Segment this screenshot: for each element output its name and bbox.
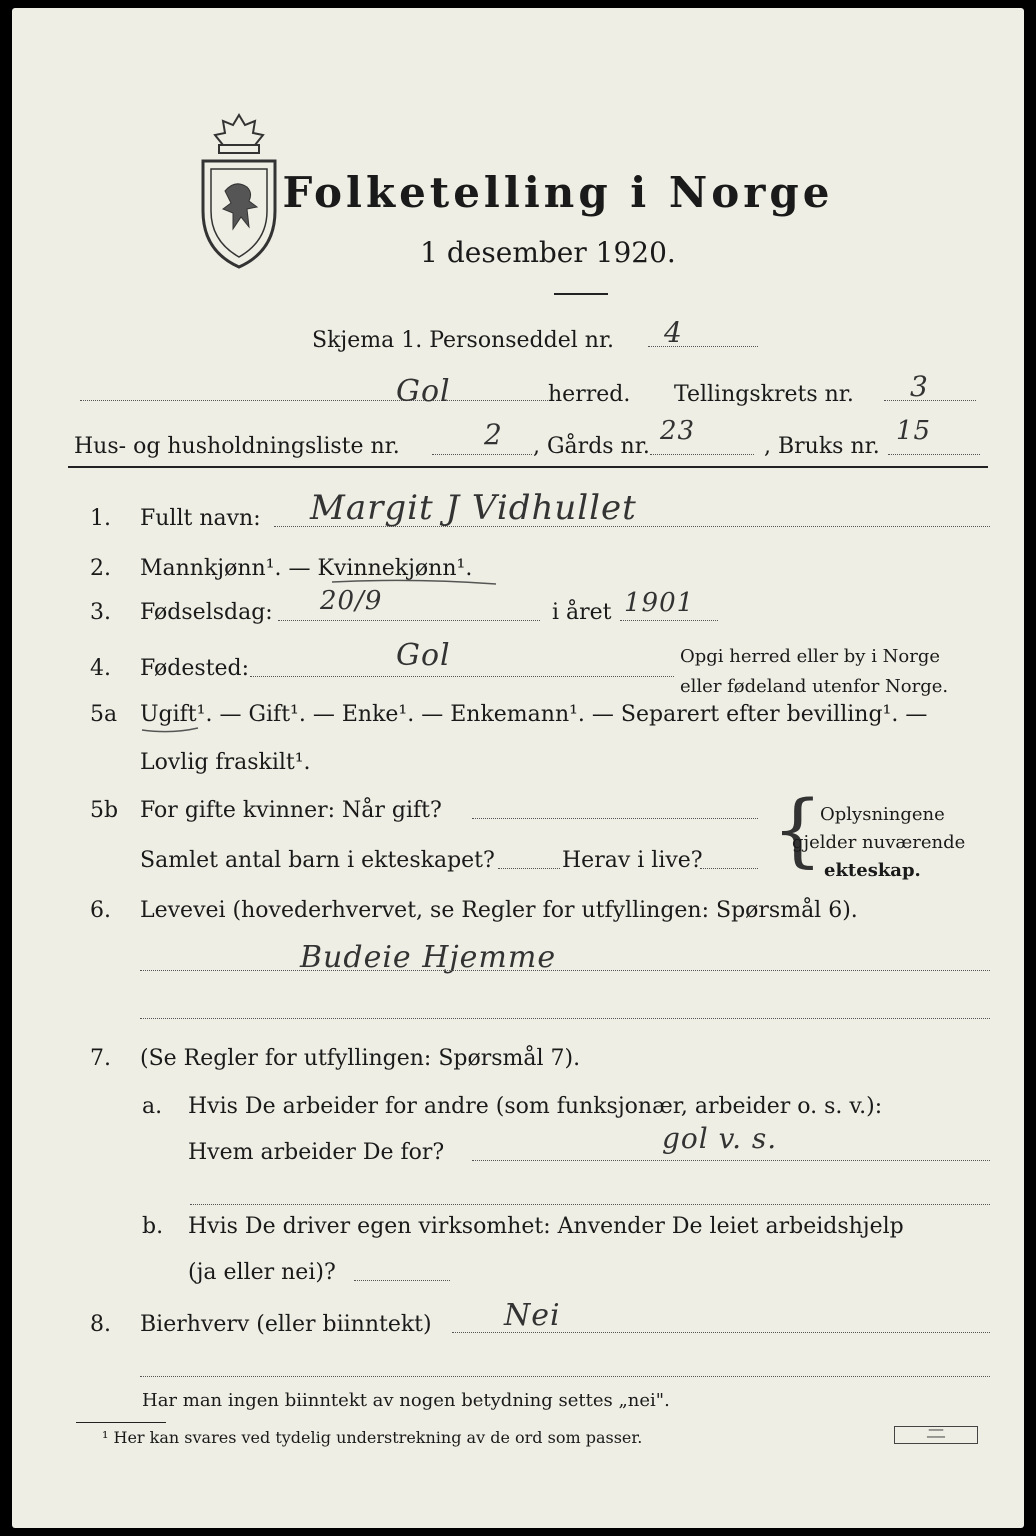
side-income-value: Nei <box>504 1298 561 1333</box>
q5a-label-2: Lovlig fraskilt¹. <box>140 750 311 775</box>
gender-underline <box>330 578 500 586</box>
q4-label: Fødested: <box>140 656 250 681</box>
side-income-note: Har man ingen biinntekt av nogen betydning settes „nei". <box>142 1390 670 1411</box>
q3-label: Fødselsdag: <box>140 600 273 625</box>
year-label: i året <box>552 600 612 625</box>
marital-underline <box>140 726 202 734</box>
census-form <box>12 8 1024 1528</box>
q7b-letter: b. <box>142 1214 164 1239</box>
q5b-note-2: gjelder nuværende <box>792 832 966 853</box>
personseddel-number: 4 <box>664 316 683 349</box>
q2-number: 2. <box>90 556 111 581</box>
q7-number: 7. <box>90 1046 111 1071</box>
q5b-number: 5b <box>90 798 119 823</box>
q7a-label-1: Hvis De arbeider for andre (som funksjonær, arbeider o. s. v.): <box>188 1094 883 1119</box>
printer-stamp: ━━━━ ━━━━━ <box>894 1426 978 1444</box>
q6-number: 6. <box>90 898 111 923</box>
husholdningsliste-label: Hus- og husholdningsliste nr. <box>74 434 400 459</box>
q5b-note-3: ekteskap. <box>824 860 921 881</box>
header-rule <box>68 466 988 468</box>
schema-label: Skjema 1. Personseddel nr. <box>312 328 615 353</box>
q5b-label-1: For gifte kvinner: Når gift? <box>140 798 442 823</box>
q7a-letter: a. <box>142 1094 163 1119</box>
husholdningsliste-value: 2 <box>484 418 503 451</box>
q6-label: Levevei (hovederhvervet, se Regler for utfyllingen: Spørsmål 6). <box>140 898 858 923</box>
q7b-label-1: Hvis De driver egen virksomhet: Anvender De leiet arbeidshjelp <box>188 1214 904 1239</box>
q1-label: Fullt navn: <box>140 506 261 531</box>
gards-value: 23 <box>660 416 696 446</box>
q5b-label-2: Samlet antal barn i ekteskapet? <box>140 848 495 873</box>
q5b-note-1: Oplysningene <box>820 804 945 825</box>
q7b-label-2: (ja eller nei)? <box>188 1260 336 1285</box>
q2-label: Mannkjønn¹. — Kvinnekjønn¹. <box>140 556 473 581</box>
tellingskrets-label: Tellingskrets nr. <box>674 382 854 407</box>
bruks-label: , Bruks nr. <box>764 434 880 459</box>
q4-note-2: eller fødeland utenfor Norge. <box>680 676 949 697</box>
footnote: ¹ Her kan svares ved tydelig understrekning av de ord som passer. <box>102 1428 643 1447</box>
q3-number: 3. <box>90 600 111 625</box>
birthyear-value: 1901 <box>624 588 695 618</box>
q4-number: 4. <box>90 656 111 681</box>
q5b-label-3: Herav i live? <box>562 848 703 873</box>
employer-value: gol v. s. <box>662 1122 778 1155</box>
q7-label: (Se Regler for utfyllingen: Spørsmål 7). <box>140 1046 581 1071</box>
footnote-rule <box>76 1422 166 1423</box>
q8-label: Bierhverv (eller biinntekt) <box>140 1312 432 1337</box>
herred-label: herred. <box>548 382 631 407</box>
occupation-value: Budeie Hjemme <box>300 940 557 975</box>
q5a-label-1: Ugift¹. — Gift¹. — Enke¹. — Enkemann¹. — Separert efter bevilling¹. — <box>140 702 928 727</box>
q4-note-1: Opgi herred eller by i Norge <box>680 646 941 667</box>
tellingskrets-value: 3 <box>910 370 929 403</box>
birthdate-value: 20/9 <box>320 586 383 616</box>
gards-label: , Gårds nr. <box>533 434 650 459</box>
q1-number: 1. <box>90 506 111 531</box>
form-title: Folketelling i Norge <box>282 168 834 217</box>
q7a-label-2: Hvem arbeider De for? <box>188 1140 445 1165</box>
q8-number: 8. <box>90 1312 111 1337</box>
herred-value: Gol <box>396 374 451 409</box>
q5b-brace: { <box>772 783 823 876</box>
full-name-value: Margit J Vidhullet <box>310 488 637 528</box>
q5a-number: 5a <box>90 702 118 727</box>
bruks-value: 15 <box>896 416 932 446</box>
title-divider <box>554 293 608 295</box>
birthplace-value: Gol <box>396 638 451 673</box>
form-date: 1 desember 1920. <box>420 236 676 269</box>
